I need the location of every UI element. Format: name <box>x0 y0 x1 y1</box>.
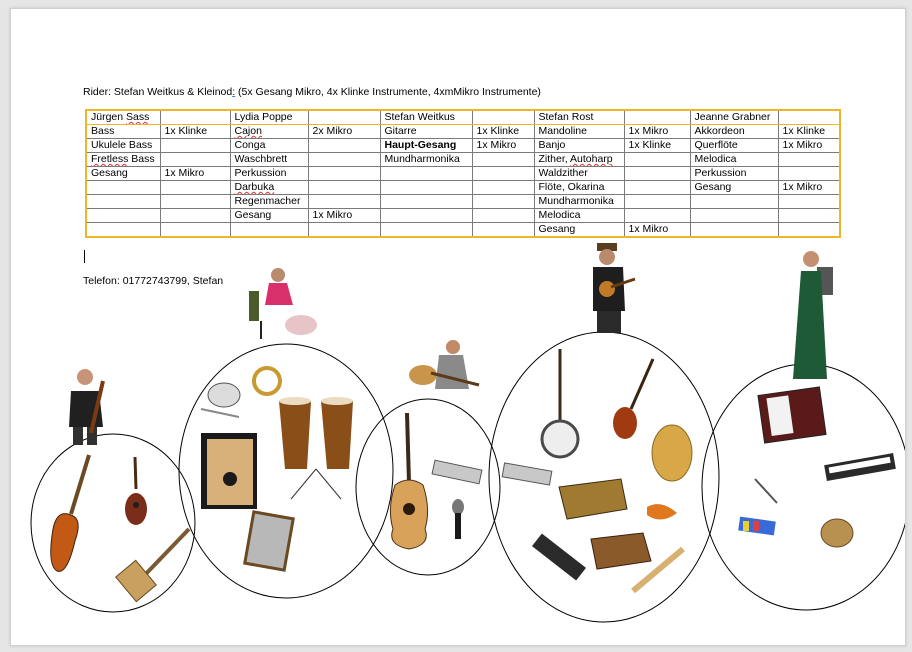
melodica-icon-2 <box>824 453 896 481</box>
photo-stefan-weitkus-guitar <box>409 340 479 389</box>
table-cell[interactable]: 1x Klinke <box>624 139 690 153</box>
shaker-drum-icon <box>821 519 853 547</box>
table-cell[interactable]: Melodica <box>690 153 778 167</box>
photo-stefan-rost-mandolin <box>593 243 635 333</box>
table-cell[interactable]: Waschbrett <box>230 153 308 167</box>
accordion-icon <box>758 387 826 443</box>
table-cell[interactable]: Gesang <box>690 181 778 195</box>
zither-icon <box>559 479 651 569</box>
photo-jeanne-grabner-accordion <box>793 251 833 379</box>
table-cell[interactable]: Zither, Autoharp <box>534 153 624 167</box>
table-cell[interactable]: 1x Mikro <box>160 167 230 181</box>
tambourine-icon <box>201 368 280 417</box>
harmonica-icon-2 <box>502 463 552 485</box>
table-cell[interactable]: Fretless Bass <box>86 153 160 167</box>
table-cell[interactable]: 1x Mikro <box>472 139 534 153</box>
microphone-icon <box>452 499 464 539</box>
rider-link-mark[interactable]: : <box>232 86 236 98</box>
header-cell[interactable]: Stefan Weitkus <box>380 110 472 125</box>
ukulele-icon <box>125 457 147 525</box>
table-cell[interactable]: Mundharmonika <box>534 195 624 209</box>
spellcheck-flag: Sass <box>126 111 150 123</box>
table-cell[interactable]: 1x Klinke <box>472 125 534 139</box>
table-cell[interactable]: 1x Mikro <box>624 125 690 139</box>
banjo-icon <box>542 349 578 457</box>
table-cell[interactable]: Regenmacher <box>230 195 308 209</box>
table-cell[interactable]: Perkussion <box>690 167 778 181</box>
rider-prefix: Rider: Stefan Weitkus & Kleinod <box>83 86 233 98</box>
ocarina-icon <box>647 504 677 519</box>
harmonica-icon <box>432 460 482 484</box>
table-cell[interactable]: 1x Mikro <box>778 181 840 195</box>
table-cell[interactable]: Gesang <box>534 223 624 238</box>
header-cell[interactable]: Stefan Rost <box>534 110 624 125</box>
xylophone-icon <box>738 517 776 536</box>
egg-shaker-icon <box>652 425 692 481</box>
table-cell[interactable]: Banjo <box>534 139 624 153</box>
table-cell[interactable]: Conga <box>230 139 308 153</box>
acoustic-guitar-icon <box>390 413 427 549</box>
table-cell[interactable]: Haupt-Gesang <box>380 139 472 153</box>
header-cell[interactable]: Jeanne Grabner <box>690 110 778 125</box>
photo-juergen-sass-bass <box>69 369 103 445</box>
table-cell[interactable]: Gesang <box>86 167 160 181</box>
table-cell[interactable]: Gesang <box>230 209 308 223</box>
table-cell[interactable]: 1x Klinke <box>778 125 840 139</box>
table-cell[interactable]: Ukulele Bass <box>86 139 160 153</box>
table-cell[interactable]: 1x Mikro <box>778 139 840 153</box>
table-cell[interactable]: Akkordeon <box>690 125 778 139</box>
spellcheck-flag: Autoharp <box>570 153 613 165</box>
group-ellipse-weitkus <box>356 399 500 575</box>
table-cell[interactable]: Waldzither <box>534 167 624 181</box>
photo-lydia-poppe-percussion <box>249 268 317 339</box>
cajon-icon <box>201 433 257 509</box>
bass-guitar-icon <box>51 455 89 571</box>
table-cell[interactable]: Gitarre <box>380 125 472 139</box>
table-cell[interactable]: 1x Klinke <box>160 125 230 139</box>
rainmaker-icon <box>755 479 777 503</box>
table-cell[interactable]: 2x Mikro <box>308 125 380 139</box>
phone-line: Telefon: 01772743799, Stefan <box>83 275 224 287</box>
header-cell[interactable]: Jürgen Sass <box>86 110 160 125</box>
table-cell[interactable]: Bass <box>86 125 160 139</box>
washboard-icon <box>245 512 293 570</box>
table-cell[interactable]: Mandoline <box>534 125 624 139</box>
table-cell[interactable]: Querflöte <box>690 139 778 153</box>
melodica-icon <box>532 533 586 580</box>
table-cell[interactable]: Flöte, Okarina <box>534 181 624 195</box>
conga-icon <box>279 397 353 499</box>
instrument-illustrations <box>11 9 905 645</box>
mandolin-icon <box>613 359 653 439</box>
document-page <box>10 8 906 646</box>
spellcheck-flag: Fretless <box>91 153 129 165</box>
rider-suffix: (5x Gesang Mikro, 4x Klinke Instrumente, 4xmMikro Instrumente) <box>235 86 541 98</box>
table-cell[interactable]: Mundharmonika <box>380 153 472 167</box>
table-cell[interactable]: Perkussion <box>230 167 308 181</box>
table-cell[interactable]: Melodica <box>534 209 624 223</box>
table-cell[interactable]: 1x Mikro <box>624 223 690 238</box>
header-cell[interactable]: Lydia Poppe <box>230 110 308 125</box>
cigarbox-guitar-icon <box>116 529 189 602</box>
table-cell[interactable]: 1x Mikro <box>308 209 380 223</box>
spellcheck-flag: Darbuka <box>234 181 275 193</box>
spellcheck-flag: Cajon <box>234 125 262 137</box>
